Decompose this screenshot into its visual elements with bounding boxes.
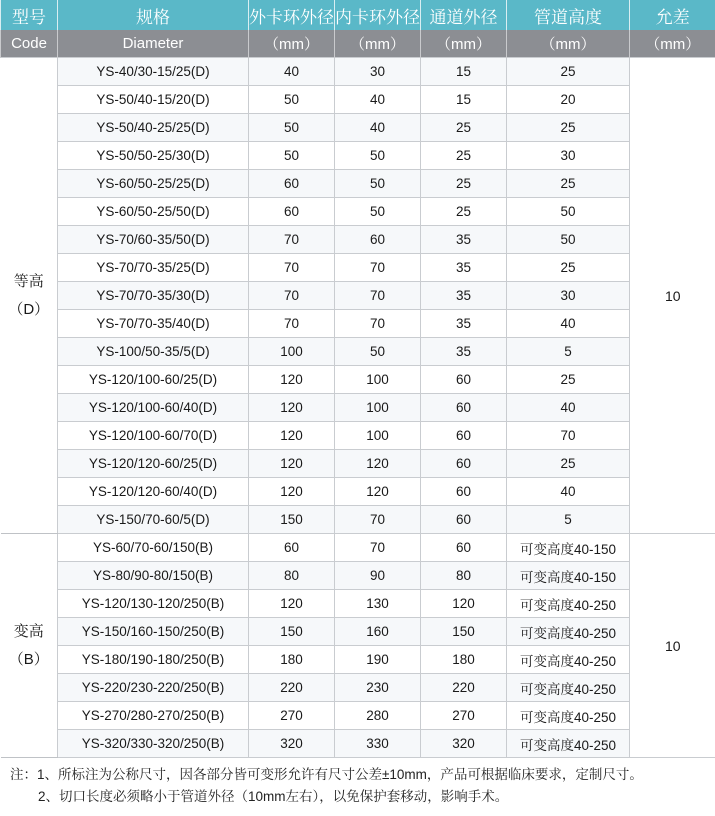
table-row	[1, 86, 715, 114]
channel-cell: 60	[421, 394, 507, 422]
spec-cell: YS-120/100-60/40(D)	[58, 394, 249, 422]
height-cell: 25	[507, 170, 630, 198]
channel-cell: 25	[421, 142, 507, 170]
header-code-en: Code	[1, 30, 58, 58]
outer-ring-cell: 120	[249, 366, 335, 394]
outer-ring-cell: 40	[249, 58, 335, 86]
note-2: 2、切口长度必须略小于管道外径（10mm左右），以免保护套移动，影响手术。	[38, 789, 509, 804]
spec-cell: YS-50/50-25/30(D)	[58, 142, 249, 170]
outer-ring-cell: 100	[249, 338, 335, 366]
table-row	[1, 590, 715, 618]
note-1: 注：1、所标注为公称尺寸，因各部分皆可变形允许有尺寸公差±10mm，产品可根据临床要求，定制尺寸。	[10, 767, 643, 782]
header-spec-cn: 规格	[58, 0, 249, 30]
table-row	[1, 730, 715, 758]
outer-ring-cell: 180	[249, 646, 335, 674]
spec-cell: YS-70/70-35/40(D)	[58, 310, 249, 338]
channel-cell: 150	[421, 618, 507, 646]
table-row	[1, 618, 715, 646]
header-spec-en: Diameter	[58, 30, 249, 58]
header-row-en	[1, 30, 715, 58]
channel-cell: 35	[421, 310, 507, 338]
inner-ring-cell: 100	[335, 366, 421, 394]
table-row	[1, 450, 715, 478]
height-cell: 50	[507, 198, 630, 226]
outer-ring-cell: 50	[249, 142, 335, 170]
group-label-cell	[1, 534, 58, 758]
notes	[0, 758, 715, 808]
height-cell: 25	[507, 114, 630, 142]
spec-cell: YS-40/30-15/25(D)	[58, 58, 249, 86]
inner-ring-cell: 160	[335, 618, 421, 646]
spec-cell: YS-120/120-60/25(D)	[58, 450, 249, 478]
spec-cell: YS-50/40-15/20(D)	[58, 86, 249, 114]
outer-ring-cell: 70	[249, 282, 335, 310]
inner-ring-cell: 50	[335, 142, 421, 170]
header-channel-cn: 通道外径	[421, 0, 507, 30]
table-row	[1, 506, 715, 534]
outer-ring-cell: 50	[249, 114, 335, 142]
inner-ring-cell: 40	[335, 114, 421, 142]
height-cell: 可变高度40-250	[507, 674, 630, 702]
group-label-cell	[1, 58, 58, 534]
spec-cell: YS-120/120-60/40(D)	[58, 478, 249, 506]
outer-ring-cell: 270	[249, 702, 335, 730]
inner-ring-cell: 100	[335, 394, 421, 422]
height-cell: 5	[507, 338, 630, 366]
height-cell: 25	[507, 254, 630, 282]
header-tolerance-cn: 允差	[630, 0, 715, 30]
table-row	[1, 674, 715, 702]
outer-ring-cell: 120	[249, 394, 335, 422]
inner-ring-cell: 70	[335, 282, 421, 310]
header-height-cn: 管道高度	[507, 0, 630, 30]
channel-cell: 35	[421, 338, 507, 366]
header-inner-ring-cn: 内卡环外径	[335, 0, 421, 30]
table-row	[1, 646, 715, 674]
table-row	[1, 702, 715, 730]
channel-cell: 35	[421, 282, 507, 310]
table-row	[1, 422, 715, 450]
channel-cell: 35	[421, 226, 507, 254]
table-row	[1, 254, 715, 282]
height-cell: 40	[507, 394, 630, 422]
outer-ring-cell: 70	[249, 310, 335, 338]
channel-cell: 60	[421, 534, 507, 562]
group-sub-label: （B）	[8, 650, 49, 668]
spec-cell: YS-60/70-60/150(B)	[58, 534, 249, 562]
spec-cell: YS-150/160-150/250(B)	[58, 618, 249, 646]
tolerance-cell: 10	[630, 534, 715, 758]
tolerance-cell: 10	[630, 58, 715, 534]
table-body	[1, 58, 715, 758]
height-cell: 可变高度40-250	[507, 646, 630, 674]
height-cell: 25	[507, 58, 630, 86]
height-cell: 可变高度40-150	[507, 562, 630, 590]
spec-cell: YS-120/100-60/25(D)	[58, 366, 249, 394]
header-inner-ring-unit: （mm）	[335, 30, 421, 58]
channel-cell: 25	[421, 170, 507, 198]
inner-ring-cell: 70	[335, 254, 421, 282]
header-height-unit: （mm）	[507, 30, 630, 58]
spec-cell: YS-60/50-25/25(D)	[58, 170, 249, 198]
channel-cell: 25	[421, 114, 507, 142]
header-outer-ring-cn: 外卡环外径	[249, 0, 335, 30]
spec-cell: YS-220/230-220/250(B)	[58, 674, 249, 702]
header-row-cn	[1, 0, 715, 30]
table-row	[1, 170, 715, 198]
height-cell: 5	[507, 506, 630, 534]
height-cell: 70	[507, 422, 630, 450]
group-label: 变高	[13, 622, 44, 640]
inner-ring-cell: 50	[335, 170, 421, 198]
group-label: 等高	[13, 272, 44, 290]
channel-cell: 120	[421, 590, 507, 618]
spec-cell: YS-320/330-320/250(B)	[58, 730, 249, 758]
outer-ring-cell: 60	[249, 534, 335, 562]
header-tolerance-unit: （mm）	[630, 30, 715, 58]
channel-cell: 60	[421, 366, 507, 394]
table-row	[1, 114, 715, 142]
channel-cell: 270	[421, 702, 507, 730]
inner-ring-cell: 230	[335, 674, 421, 702]
spec-cell: YS-50/40-25/25(D)	[58, 114, 249, 142]
height-cell: 20	[507, 86, 630, 114]
inner-ring-cell: 190	[335, 646, 421, 674]
inner-ring-cell: 70	[335, 534, 421, 562]
spec-cell: YS-80/90-80/150(B)	[58, 562, 249, 590]
height-cell: 30	[507, 282, 630, 310]
spec-cell: YS-120/100-60/70(D)	[58, 422, 249, 450]
height-cell: 25	[507, 450, 630, 478]
spec-cell: YS-150/70-60/5(D)	[58, 506, 249, 534]
table-row	[1, 58, 715, 86]
table-row	[1, 562, 715, 590]
outer-ring-cell: 120	[249, 450, 335, 478]
table-row	[1, 338, 715, 366]
channel-cell: 220	[421, 674, 507, 702]
height-cell: 30	[507, 142, 630, 170]
inner-ring-cell: 70	[335, 506, 421, 534]
height-cell: 40	[507, 310, 630, 338]
channel-cell: 25	[421, 198, 507, 226]
outer-ring-cell: 50	[249, 86, 335, 114]
inner-ring-cell: 40	[335, 86, 421, 114]
channel-cell: 15	[421, 86, 507, 114]
height-cell: 可变高度40-250	[507, 702, 630, 730]
inner-ring-cell: 100	[335, 422, 421, 450]
table-row	[1, 142, 715, 170]
channel-cell: 80	[421, 562, 507, 590]
header-channel-unit: （mm）	[421, 30, 507, 58]
table-row	[1, 394, 715, 422]
inner-ring-cell: 120	[335, 450, 421, 478]
height-cell: 25	[507, 366, 630, 394]
inner-ring-cell: 50	[335, 338, 421, 366]
outer-ring-cell: 320	[249, 730, 335, 758]
inner-ring-cell: 130	[335, 590, 421, 618]
outer-ring-cell: 80	[249, 562, 335, 590]
height-cell: 40	[507, 478, 630, 506]
outer-ring-cell: 120	[249, 478, 335, 506]
channel-cell: 15	[421, 58, 507, 86]
table-row	[1, 282, 715, 310]
spec-cell: YS-270/280-270/250(B)	[58, 702, 249, 730]
inner-ring-cell: 70	[335, 310, 421, 338]
outer-ring-cell: 120	[249, 590, 335, 618]
outer-ring-cell: 60	[249, 198, 335, 226]
table-row	[1, 198, 715, 226]
inner-ring-cell: 30	[335, 58, 421, 86]
outer-ring-cell: 70	[249, 254, 335, 282]
spec-cell: YS-70/70-35/25(D)	[58, 254, 249, 282]
outer-ring-cell: 150	[249, 618, 335, 646]
inner-ring-cell: 60	[335, 226, 421, 254]
outer-ring-cell: 120	[249, 422, 335, 450]
table-row	[1, 534, 715, 562]
inner-ring-cell: 330	[335, 730, 421, 758]
inner-ring-cell: 280	[335, 702, 421, 730]
channel-cell: 320	[421, 730, 507, 758]
spec-cell: YS-100/50-35/5(D)	[58, 338, 249, 366]
table-row	[1, 478, 715, 506]
header-code-cn: 型号	[1, 0, 58, 30]
height-cell: 可变高度40-250	[507, 730, 630, 758]
inner-ring-cell: 50	[335, 198, 421, 226]
spec-cell: YS-70/60-35/50(D)	[58, 226, 249, 254]
spec-cell: YS-180/190-180/250(B)	[58, 646, 249, 674]
spec-cell: YS-60/50-25/50(D)	[58, 198, 249, 226]
channel-cell: 35	[421, 254, 507, 282]
outer-ring-cell: 220	[249, 674, 335, 702]
height-cell: 可变高度40-150	[507, 534, 630, 562]
table-row	[1, 310, 715, 338]
channel-cell: 60	[421, 450, 507, 478]
group-sub-label: （D）	[8, 300, 50, 318]
height-cell: 50	[507, 226, 630, 254]
channel-cell: 180	[421, 646, 507, 674]
spec-cell: YS-120/130-120/250(B)	[58, 590, 249, 618]
outer-ring-cell: 60	[249, 170, 335, 198]
height-cell: 可变高度40-250	[507, 618, 630, 646]
channel-cell: 60	[421, 506, 507, 534]
height-cell: 可变高度40-250	[507, 590, 630, 618]
channel-cell: 60	[421, 478, 507, 506]
outer-ring-cell: 70	[249, 226, 335, 254]
table-row	[1, 366, 715, 394]
inner-ring-cell: 120	[335, 478, 421, 506]
table-row	[1, 226, 715, 254]
spec-cell: YS-70/70-35/30(D)	[58, 282, 249, 310]
channel-cell: 60	[421, 422, 507, 450]
outer-ring-cell: 150	[249, 506, 335, 534]
inner-ring-cell: 90	[335, 562, 421, 590]
header-outer-ring-unit: （mm）	[249, 30, 335, 58]
